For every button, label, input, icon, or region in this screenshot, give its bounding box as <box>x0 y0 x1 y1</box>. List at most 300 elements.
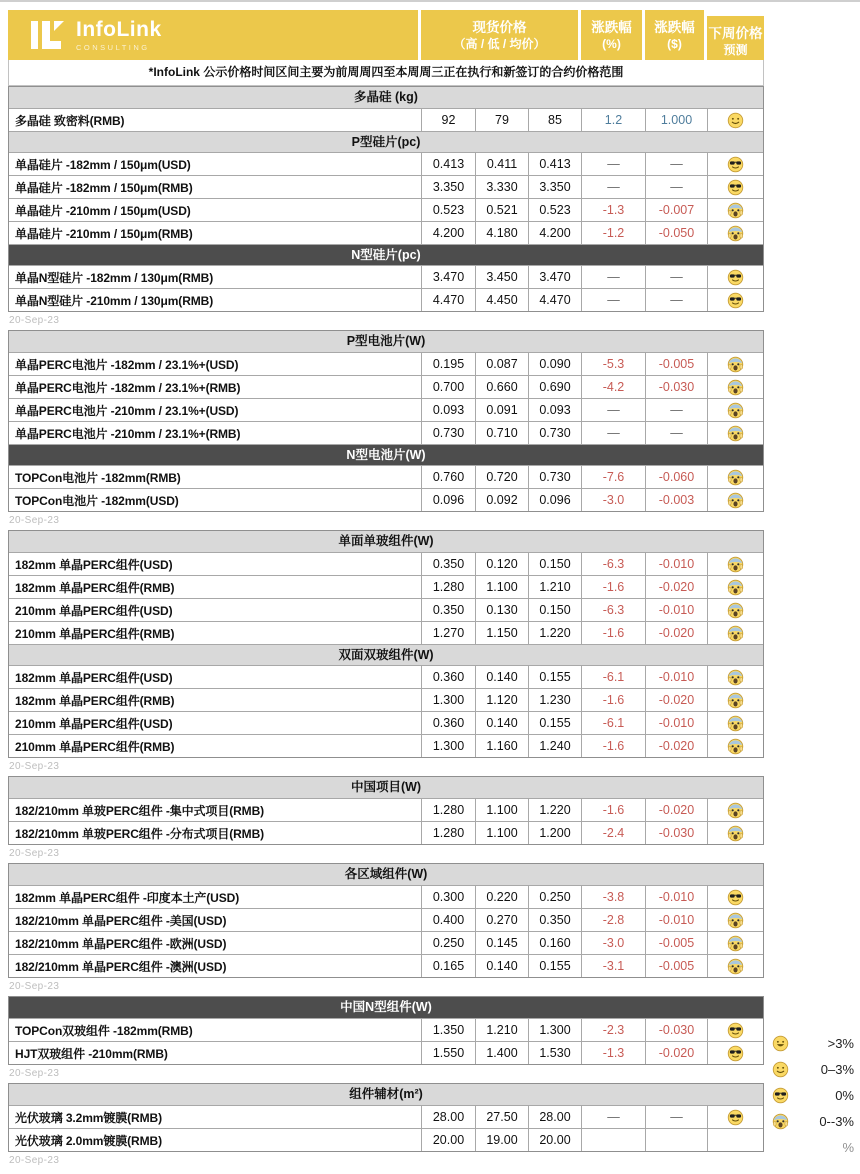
table-row <box>9 375 763 398</box>
price-high: 0.195 <box>421 353 475 375</box>
table-row <box>9 421 763 444</box>
product-label: 182mm 单晶PERC组件(USD) <box>15 670 173 685</box>
cool-emoji-icon <box>727 179 744 196</box>
price-low: 0.140 <box>475 712 528 734</box>
infolink-logo-icon <box>30 18 66 52</box>
change-percent: -6.3 <box>581 599 645 621</box>
change-percent: -3.0 <box>581 489 645 511</box>
product-label: 182mm 单晶PERC组件(RMB) <box>15 693 175 708</box>
price-avg: 28.00 <box>528 1106 581 1128</box>
price-high: 0.413 <box>421 153 475 175</box>
change-percent: -6.3 <box>581 553 645 575</box>
scream-emoji-icon <box>727 958 744 975</box>
change-percent: -1.6 <box>581 799 645 821</box>
price-high: 0.523 <box>421 199 475 221</box>
infolink-logo <box>8 10 418 60</box>
forecast-emoji <box>707 222 763 244</box>
change-percent: -1.6 <box>581 576 645 598</box>
product-label: HJT双玻组件 -210mm(RMB) <box>15 1046 168 1061</box>
scream-emoji-icon <box>727 715 744 732</box>
product-label: 单晶PERC电池片 -182mm / 23.1%+(RMB) <box>15 380 241 395</box>
product-label: 单晶PERC电池片 -210mm / 23.1%+(RMB) <box>15 426 241 441</box>
price-avg: 0.690 <box>528 376 581 398</box>
scream-emoji-icon <box>727 202 744 219</box>
legend-label: 0% <box>835 1087 854 1103</box>
price-table <box>8 86 764 1170</box>
product-label: 单晶硅片 -182mm / 150μm(USD) <box>15 157 191 172</box>
scream-emoji-icon <box>727 425 744 442</box>
price-high: 92 <box>421 109 475 131</box>
table-row <box>9 734 763 757</box>
table-row <box>9 711 763 734</box>
forecast-emoji <box>707 199 763 221</box>
scream-emoji-icon <box>727 935 744 952</box>
product-label: 182/210mm 单晶PERC组件 -美国(USD) <box>15 913 227 928</box>
change-usd: -0.020 <box>645 689 707 711</box>
forecast-emoji <box>707 489 763 511</box>
logo-subtitle: CONSULTING <box>76 42 150 52</box>
change-percent: -2.8 <box>581 909 645 931</box>
forecast-emoji <box>707 109 763 131</box>
change-usd: -0.010 <box>645 553 707 575</box>
column-header-change-percent <box>581 10 642 60</box>
price-high: 0.350 <box>421 553 475 575</box>
product-label: 182/210mm 单玻PERC组件 -集中式项目(RMB) <box>15 803 265 818</box>
table-row <box>9 931 763 954</box>
legend-label: >3% <box>827 1035 854 1051</box>
price-date-stamp: 20-Sep-23 <box>9 761 60 772</box>
change-usd: — <box>645 1106 707 1128</box>
table-row <box>9 575 763 598</box>
price-high: 1.300 <box>421 735 475 757</box>
price-avg: 0.250 <box>528 886 581 908</box>
price-high: 0.760 <box>421 466 475 488</box>
price-avg: 1.220 <box>528 622 581 644</box>
price-low: 3.450 <box>475 266 528 288</box>
change-percent: -1.3 <box>581 1042 645 1064</box>
table-row <box>9 821 763 844</box>
price-low: 0.521 <box>475 199 528 221</box>
table-row <box>9 1105 763 1128</box>
change-usd: -0.050 <box>645 222 707 244</box>
table-row <box>9 265 763 288</box>
price-avg: 0.150 <box>528 599 581 621</box>
forecast-emoji <box>707 153 763 175</box>
column-header-forecast <box>707 16 764 66</box>
price-avg: 4.470 <box>528 289 581 311</box>
change-percent: -1.6 <box>581 689 645 711</box>
product-label: 单晶硅片 -182mm / 150μm(RMB) <box>15 180 193 195</box>
column-header-text: 现货价格 <box>472 19 527 35</box>
forecast-emoji <box>707 712 763 734</box>
price-high: 1.280 <box>421 822 475 844</box>
scream-emoji-icon <box>727 802 744 819</box>
change-usd: -0.020 <box>645 622 707 644</box>
change-usd: — <box>645 176 707 198</box>
change-usd: -0.010 <box>645 712 707 734</box>
logo-brand: InfoLink <box>76 17 162 41</box>
price-low: 27.50 <box>475 1106 528 1128</box>
product-label: TOPCon电池片 -182mm(RMB) <box>15 470 181 485</box>
scream-emoji-icon <box>727 356 744 373</box>
price-high: 0.165 <box>421 955 475 977</box>
forecast-emoji <box>707 689 763 711</box>
scream-emoji-icon <box>727 625 744 642</box>
price-low: 0.130 <box>475 599 528 621</box>
cool-emoji-icon <box>727 1109 744 1126</box>
cool-emoji-icon <box>772 1087 789 1104</box>
legend-item <box>764 1085 856 1105</box>
price-high: 1.550 <box>421 1042 475 1064</box>
change-percent: -4.2 <box>581 376 645 398</box>
price-high: 20.00 <box>421 1129 475 1151</box>
price-table-block <box>8 996 764 1065</box>
forecast-emoji <box>707 735 763 757</box>
price-low: 0.720 <box>475 466 528 488</box>
price-avg: 1.530 <box>528 1042 581 1064</box>
price-low: 1.400 <box>475 1042 528 1064</box>
product-label: 光伏玻璃 2.0mm镀膜(RMB) <box>15 1133 162 1148</box>
table-row <box>9 908 763 931</box>
price-high: 1.280 <box>421 576 475 598</box>
section-header: 各区域组件(W) <box>9 864 763 885</box>
product-label: 单晶PERC电池片 -210mm / 23.1%+(USD) <box>15 403 239 418</box>
cool-emoji-icon <box>727 1022 744 1039</box>
table-row <box>9 885 763 908</box>
price-low: 1.100 <box>475 822 528 844</box>
scream-emoji-icon <box>727 825 744 842</box>
scream-emoji-icon <box>727 738 744 755</box>
product-label: 182mm 单晶PERC组件(USD) <box>15 557 173 572</box>
change-percent: -3.8 <box>581 886 645 908</box>
price-avg: 1.300 <box>528 1019 581 1041</box>
section-header: 单面单玻组件(W) <box>9 531 763 552</box>
price-low: 0.140 <box>475 666 528 688</box>
cool-emoji-icon <box>727 156 744 173</box>
table-row <box>9 152 763 175</box>
product-label: 182/210mm 单晶PERC组件 -澳洲(USD) <box>15 959 227 974</box>
change-usd: -0.020 <box>645 735 707 757</box>
table-row <box>9 198 763 221</box>
change-usd: -0.005 <box>645 932 707 954</box>
price-high: 0.400 <box>421 909 475 931</box>
change-percent: -3.0 <box>581 932 645 954</box>
price-date-stamp: 20-Sep-23 <box>9 848 60 859</box>
change-percent: -6.1 <box>581 666 645 688</box>
product-label: 210mm 单晶PERC组件(USD) <box>15 603 173 618</box>
scream-emoji-icon <box>727 225 744 242</box>
price-avg: 0.093 <box>528 399 581 421</box>
change-percent: — <box>581 289 645 311</box>
scream-emoji-icon <box>727 469 744 486</box>
product-label: 182mm 单晶PERC组件 -印度本土产(USD) <box>15 890 240 905</box>
change-usd: — <box>645 266 707 288</box>
price-table-block <box>8 776 764 845</box>
scream-emoji-icon <box>727 379 744 396</box>
change-percent: -1.3 <box>581 199 645 221</box>
section-header: 中国N型组件(W) <box>9 997 763 1018</box>
price-avg: 1.220 <box>528 799 581 821</box>
table-row <box>9 288 763 311</box>
change-percent: -3.1 <box>581 955 645 977</box>
product-label: 光伏玻璃 3.2mm镀膜(RMB) <box>15 1110 162 1125</box>
price-low: 1.160 <box>475 735 528 757</box>
forecast-emoji <box>707 622 763 644</box>
change-usd: -0.010 <box>645 666 707 688</box>
price-period-note: *InfoLink 公示价格时间区间主要为前周周四至本周周三正在执行和新签订的合约价格范围 <box>8 60 764 86</box>
table-row <box>9 108 763 131</box>
price-low: 79 <box>475 109 528 131</box>
change-percent: — <box>581 399 645 421</box>
scream-emoji-icon <box>727 602 744 619</box>
smile-emoji-icon <box>727 112 744 129</box>
change-percent: — <box>581 266 645 288</box>
table-row <box>9 465 763 488</box>
table-row <box>9 221 763 244</box>
price-table-block <box>8 330 764 512</box>
logo-text <box>76 19 162 52</box>
table-row <box>9 598 763 621</box>
column-header-subtext: （高 / 低 / 均价） <box>453 36 546 51</box>
price-avg: 0.730 <box>528 422 581 444</box>
price-avg: 3.350 <box>528 176 581 198</box>
price-low: 1.210 <box>475 1019 528 1041</box>
product-label: 单晶PERC电池片 -182mm / 23.1%+(USD) <box>15 357 239 372</box>
price-avg: 0.350 <box>528 909 581 931</box>
change-usd: -0.020 <box>645 799 707 821</box>
price-avg: 1.240 <box>528 735 581 757</box>
price-high: 0.730 <box>421 422 475 444</box>
grin-emoji-icon <box>772 1035 789 1052</box>
change-usd: -0.010 <box>645 599 707 621</box>
scream-emoji-icon <box>727 556 744 573</box>
legend-item <box>764 1111 856 1131</box>
price-high: 0.300 <box>421 886 475 908</box>
product-label: TOPCon电池片 -182mm(USD) <box>15 493 179 508</box>
forecast-emoji <box>707 955 763 977</box>
change-usd: -0.010 <box>645 886 707 908</box>
change-usd: -0.020 <box>645 576 707 598</box>
change-percent: -6.1 <box>581 712 645 734</box>
scream-emoji-icon <box>727 912 744 929</box>
change-usd: — <box>645 399 707 421</box>
price-low: 19.00 <box>475 1129 528 1151</box>
price-avg: 0.730 <box>528 466 581 488</box>
scream-emoji-icon <box>727 669 744 686</box>
column-header-subtext: ($) <box>667 36 682 51</box>
table-row <box>9 552 763 575</box>
price-high: 0.360 <box>421 712 475 734</box>
forecast-emoji <box>707 289 763 311</box>
change-percent: — <box>581 1106 645 1128</box>
forecast-emoji <box>707 376 763 398</box>
price-high: 28.00 <box>421 1106 475 1128</box>
scream-emoji-icon <box>727 402 744 419</box>
table-row <box>9 798 763 821</box>
price-date-stamp: 20-Sep-23 <box>9 315 60 326</box>
change-percent: 1.2 <box>581 109 645 131</box>
product-label: 182/210mm 单晶PERC组件 -欧洲(USD) <box>15 936 227 951</box>
cool-emoji-icon <box>727 1045 744 1062</box>
price-high: 0.250 <box>421 932 475 954</box>
price-high: 1.270 <box>421 622 475 644</box>
change-percent: — <box>581 153 645 175</box>
change-usd: — <box>645 422 707 444</box>
legend-item <box>764 1059 856 1079</box>
price-high: 4.200 <box>421 222 475 244</box>
product-label: 单晶硅片 -210mm / 150μm(USD) <box>15 203 191 218</box>
price-low: 4.450 <box>475 289 528 311</box>
price-avg: 0.150 <box>528 553 581 575</box>
table-row <box>9 488 763 511</box>
change-usd: -0.005 <box>645 353 707 375</box>
price-low: 1.120 <box>475 689 528 711</box>
forecast-emoji <box>707 353 763 375</box>
price-avg: 0.413 <box>528 153 581 175</box>
price-high: 0.700 <box>421 376 475 398</box>
change-percent: -1.6 <box>581 735 645 757</box>
table-row <box>9 398 763 421</box>
price-table-block <box>8 530 764 758</box>
scream-emoji-icon <box>727 492 744 509</box>
scream-emoji-icon <box>727 692 744 709</box>
legend-label: 0–3% <box>820 1061 854 1077</box>
section-header: 多晶硅 (kg) <box>9 87 763 108</box>
column-header-text: 涨跌幅 <box>591 19 632 35</box>
change-usd: -0.007 <box>645 199 707 221</box>
change-usd <box>645 1129 707 1151</box>
price-low: 0.710 <box>475 422 528 444</box>
price-low: 0.140 <box>475 955 528 977</box>
price-avg: 1.230 <box>528 689 581 711</box>
forecast-emoji <box>707 822 763 844</box>
column-header-subtext: 预测 <box>723 42 748 57</box>
column-header-text: 涨跌幅 <box>654 19 695 35</box>
column-header-change-usd <box>645 10 704 60</box>
price-avg: 85 <box>528 109 581 131</box>
forecast-emoji <box>707 1042 763 1064</box>
change-usd: 1.000 <box>645 109 707 131</box>
change-percent: -5.3 <box>581 353 645 375</box>
price-low: 0.145 <box>475 932 528 954</box>
change-percent <box>581 1129 645 1151</box>
price-avg: 0.160 <box>528 932 581 954</box>
forecast-legend <box>764 1033 856 1157</box>
forecast-emoji <box>707 1129 763 1151</box>
change-usd: -0.060 <box>645 466 707 488</box>
price-avg: 20.00 <box>528 1129 581 1151</box>
table-row <box>9 1128 763 1151</box>
price-low: 0.270 <box>475 909 528 931</box>
product-label: TOPCon双玻组件 -182mm(RMB) <box>15 1023 193 1038</box>
forecast-emoji <box>707 666 763 688</box>
product-label: 多晶硅 致密料(RMB) <box>15 113 125 128</box>
section-header: 中国项目(W) <box>9 777 763 798</box>
price-low: 0.092 <box>475 489 528 511</box>
product-label: 210mm 单晶PERC组件(RMB) <box>15 626 175 641</box>
price-avg: 0.090 <box>528 353 581 375</box>
section-header: P型硅片(pc) <box>9 131 763 152</box>
price-date-stamp: 20-Sep-23 <box>9 1068 60 1079</box>
product-label: 210mm 单晶PERC组件(RMB) <box>15 739 175 754</box>
forecast-emoji <box>707 466 763 488</box>
table-row <box>9 621 763 644</box>
price-low: 3.330 <box>475 176 528 198</box>
section-header: N型硅片(pc) <box>9 244 763 265</box>
change-percent: — <box>581 176 645 198</box>
column-header-subtext: (%) <box>602 36 621 51</box>
price-table-block <box>8 1083 764 1152</box>
table-row <box>9 175 763 198</box>
legend-item <box>764 1137 856 1157</box>
price-avg: 4.200 <box>528 222 581 244</box>
price-avg: 3.470 <box>528 266 581 288</box>
cool-emoji-icon <box>727 292 744 309</box>
table-row <box>9 352 763 375</box>
price-table-block <box>8 863 764 978</box>
price-high: 4.470 <box>421 289 475 311</box>
change-percent: -2.3 <box>581 1019 645 1041</box>
price-high: 1.280 <box>421 799 475 821</box>
product-label: 单晶N型硅片 -210mm / 130μm(RMB) <box>15 293 214 308</box>
column-header-text: 下周价格 <box>708 25 763 41</box>
price-low: 0.087 <box>475 353 528 375</box>
price-low: 0.120 <box>475 553 528 575</box>
change-percent: — <box>581 422 645 444</box>
change-percent: -1.6 <box>581 622 645 644</box>
price-table-block <box>8 86 764 312</box>
change-percent: -1.2 <box>581 222 645 244</box>
forecast-emoji <box>707 399 763 421</box>
header-band <box>8 10 764 60</box>
forecast-emoji <box>707 266 763 288</box>
price-low: 1.100 <box>475 799 528 821</box>
change-usd: -0.020 <box>645 1042 707 1064</box>
table-row <box>9 665 763 688</box>
forecast-emoji <box>707 932 763 954</box>
price-low: 1.100 <box>475 576 528 598</box>
price-low: 0.220 <box>475 886 528 908</box>
price-avg: 0.155 <box>528 712 581 734</box>
price-low: 1.150 <box>475 622 528 644</box>
scream-emoji-icon <box>727 579 744 596</box>
section-header: 双面双玻组件(W) <box>9 644 763 665</box>
forecast-emoji <box>707 599 763 621</box>
price-low: 4.180 <box>475 222 528 244</box>
price-date-stamp: 20-Sep-23 <box>9 1155 60 1166</box>
price-high: 0.096 <box>421 489 475 511</box>
price-avg: 1.200 <box>528 822 581 844</box>
product-label: 210mm 单晶PERC组件(USD) <box>15 716 173 731</box>
product-label: 182/210mm 单玻PERC组件 -分布式项目(RMB) <box>15 826 265 841</box>
product-label: 182mm 单晶PERC组件(RMB) <box>15 580 175 595</box>
table-row <box>9 954 763 977</box>
legend-item <box>764 1033 856 1053</box>
change-percent: -7.6 <box>581 466 645 488</box>
price-low: 0.411 <box>475 153 528 175</box>
table-row <box>9 1018 763 1041</box>
forecast-emoji <box>707 799 763 821</box>
change-usd: -0.010 <box>645 909 707 931</box>
forecast-emoji <box>707 176 763 198</box>
price-avg: 0.096 <box>528 489 581 511</box>
forecast-emoji <box>707 576 763 598</box>
forecast-emoji <box>707 1106 763 1128</box>
table-row <box>9 688 763 711</box>
price-low: 0.091 <box>475 399 528 421</box>
cool-emoji-icon <box>727 269 744 286</box>
legend-label: 0--3% <box>819 1113 854 1129</box>
